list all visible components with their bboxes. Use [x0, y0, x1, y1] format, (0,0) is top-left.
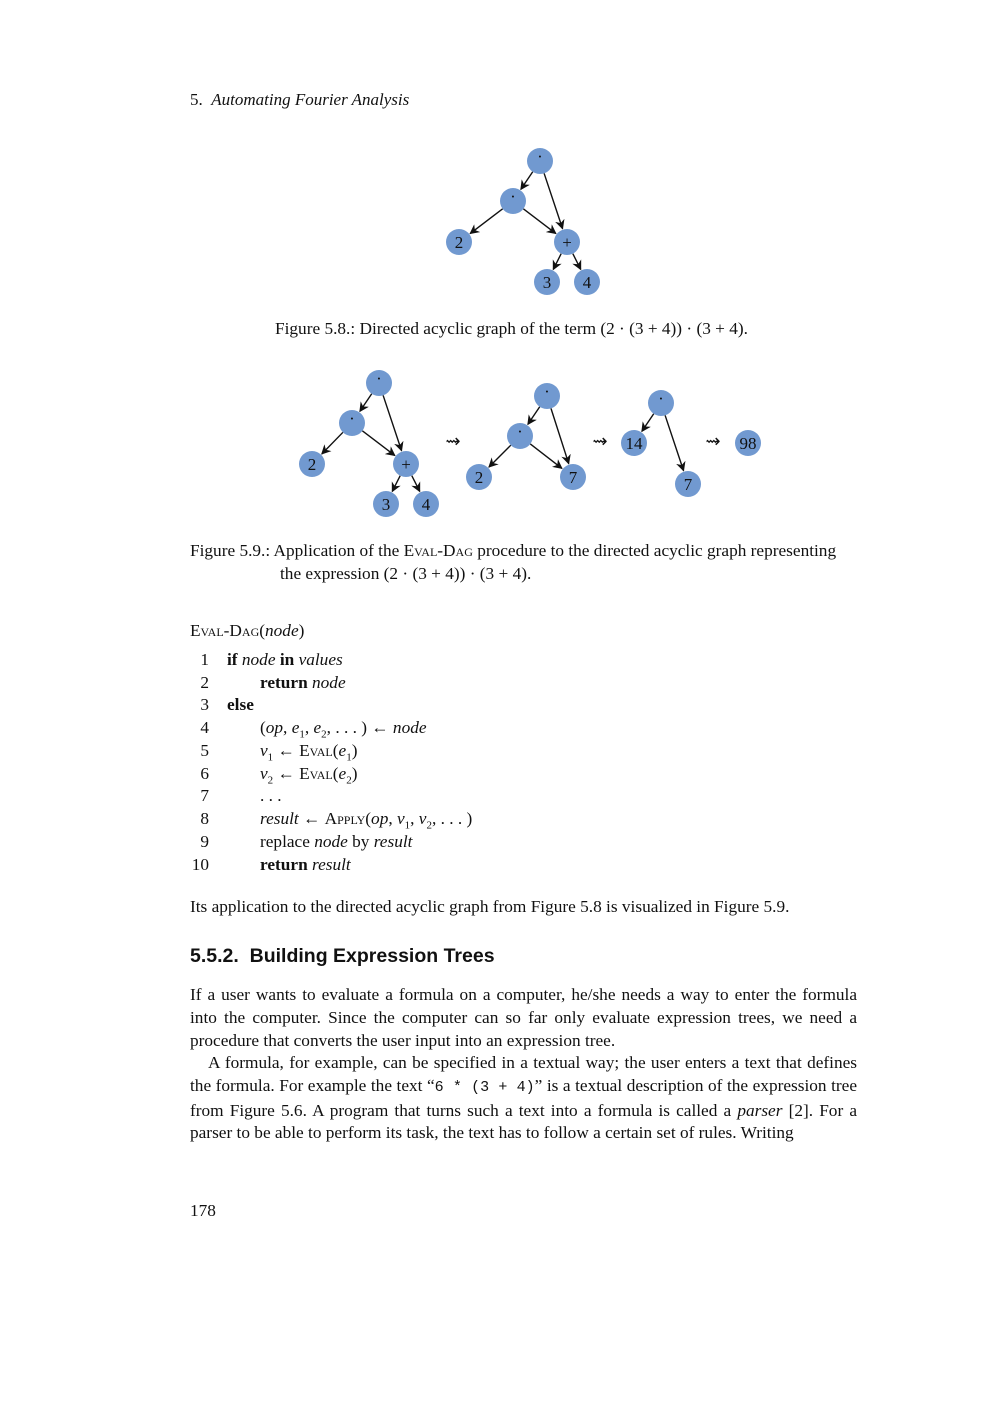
line-number: 2	[200, 673, 209, 692]
edge-plus-three	[553, 254, 561, 270]
line-number: 6	[200, 764, 209, 783]
edge-root-mul	[360, 394, 372, 412]
node-label: +	[562, 233, 572, 252]
algorithm-line: 9 replace node by result	[190, 831, 209, 853]
body-text: Its application to the directed acyclic graph from Figure 5.8 is visualized in Figure 5.9.	[190, 897, 790, 916]
node-label: 3	[381, 495, 391, 514]
node-three	[373, 491, 399, 517]
algorithm-line: 6 $v_2$ ← $Eval(e_2)$	[190, 763, 209, 785]
edge-root-seven	[551, 408, 569, 463]
node-root	[534, 382, 560, 409]
line-number: 8	[200, 809, 209, 828]
eval-step-2	[466, 382, 586, 490]
algorithm-param: node	[265, 621, 299, 640]
algorithm-header: Eval-Dag(node)	[190, 621, 305, 640]
paragraph: If a user wants to evaluate a formula on a computer, he/she needs a way to enter the formula into the computer. Since the computer can so far only evaluate expression trees, we need a procedure that converts the user input into an expression tree.	[190, 985, 857, 1050]
algorithm-line: 2 return node	[190, 672, 209, 694]
node-label: ·	[658, 389, 664, 408]
node-label: ·	[510, 187, 516, 206]
line-number: 7	[200, 786, 209, 805]
edge-mul-plus	[523, 209, 555, 234]
figure-5-9-eval-steps	[0, 360, 1000, 530]
edge-plus-three	[392, 476, 400, 492]
figure-5-8-dag	[0, 0, 1000, 310]
node-label: 4	[421, 495, 431, 514]
term: parser	[737, 1100, 783, 1120]
node-label: ·	[544, 382, 550, 401]
node-label: +	[401, 455, 411, 474]
node-label: 98	[739, 434, 757, 453]
node-label: 7	[568, 468, 578, 487]
node-root	[366, 369, 392, 396]
figure-5-8-caption: Figure 5.8.: Directed acyclic graph of the term (2 · (3 + 4)) · (3 + 4).	[275, 319, 748, 338]
algorithm-line: 5 $v_1$ ← $Eval(e_1)$	[190, 740, 209, 762]
paragraph: A formula, for example, can be specified in a textual way; the user enters a text that defines the formula. For example the text “6 * (3 + 4)” is a textual description of the expression tree from Figure 5.6. A program that turns such a text into a formula is called a parser [2]. For a parser to be able to perform its task, the text has to follow a certain set of rules. Writing	[190, 1053, 857, 1143]
algorithm-line: 8 result ← Apply(op, $v_1$, $v_2$, . . . )	[190, 808, 209, 830]
eval-step-4	[735, 430, 761, 456]
node-mul	[507, 422, 533, 449]
node-four	[413, 491, 439, 517]
caption-text: Application of the	[273, 541, 400, 560]
page-number: 178	[190, 1201, 216, 1220]
node-label: 2	[474, 468, 484, 487]
caption-procedure-name: Eval-Dag	[403, 541, 473, 560]
node-two	[299, 451, 325, 477]
node-label: ·	[376, 369, 382, 388]
node-label: 7	[683, 475, 693, 494]
node-four	[574, 269, 600, 295]
node-root	[527, 147, 553, 174]
algorithm-line: 3 else	[190, 694, 209, 716]
eval-step-3	[621, 389, 701, 497]
node-mul	[339, 409, 365, 436]
figure-5-9-caption	[190, 539, 860, 585]
line-number: 9	[200, 832, 209, 851]
edge-mul-two	[322, 432, 343, 454]
node-label: ·	[349, 409, 355, 428]
line-number: 5	[200, 741, 209, 760]
edge-plus-four	[573, 254, 581, 270]
edge-root-seven	[665, 415, 683, 470]
edge-root-fourteen	[642, 414, 654, 432]
algorithm-line: 10 return result	[191, 855, 351, 874]
edge-mul-two	[489, 445, 511, 467]
transition-arrow-icon: ⇝	[592, 431, 608, 451]
eval-step-1	[299, 369, 439, 517]
node-result	[735, 430, 761, 456]
node-two	[466, 464, 492, 490]
edge-root-plus	[544, 173, 562, 228]
chapter-number: 5.	[190, 90, 203, 109]
line-number: 4	[200, 718, 209, 737]
inline-code: 6 * (3 + 4)	[434, 1078, 535, 1096]
transition-arrow-icon: ⇝	[705, 431, 721, 451]
caption-text: procedure to the directed acyclic graph representing	[477, 541, 837, 560]
line-number: 10	[191, 855, 209, 874]
node-three	[534, 269, 560, 295]
edge-mul-plus	[362, 431, 394, 456]
section-heading	[190, 945, 495, 968]
node-label: ·	[537, 147, 543, 166]
node-label: 2	[307, 455, 317, 474]
node-plus	[393, 451, 419, 477]
node-root	[648, 389, 674, 416]
algorithm-line: 1 if node in values	[190, 649, 209, 671]
node-label: ·	[517, 422, 523, 441]
section-number: 5.5.2.	[190, 945, 239, 967]
edge-mul-two	[470, 209, 502, 234]
node-two	[446, 229, 472, 255]
edge-root-plus	[383, 395, 401, 450]
section-title: Building Expression Trees	[249, 945, 495, 967]
edge-mul-seven	[530, 444, 562, 468]
edge-root-mul	[521, 172, 533, 190]
line-number: 1	[200, 650, 209, 669]
node-label: 2	[454, 233, 464, 252]
algorithm-line: 7 . . .	[190, 785, 209, 807]
algorithm-line: 4 (op, $e_1$, $e_2$, . . . ) ← node	[190, 717, 209, 739]
algorithm-name: Eval-Dag	[190, 621, 260, 640]
node-label: 3	[542, 273, 552, 292]
node-mul	[500, 187, 526, 214]
node-label: 4	[582, 273, 592, 292]
line-number: 3	[200, 695, 209, 714]
caption-label: Figure 5.9.:	[190, 541, 271, 560]
caption-line-2: the expression (2 · (3 + 4)) · (3 + 4).	[280, 564, 532, 583]
node-seven	[675, 471, 701, 497]
chapter-title: Automating Fourier Analysis	[211, 90, 410, 109]
edge-root-mul	[528, 407, 540, 425]
node-plus	[554, 229, 580, 255]
edge-plus-four	[412, 476, 420, 492]
node-fourteen	[621, 430, 647, 456]
node-seven	[560, 464, 586, 490]
node-label: 14	[625, 434, 643, 453]
transition-arrow-icon: ⇝	[445, 431, 461, 451]
